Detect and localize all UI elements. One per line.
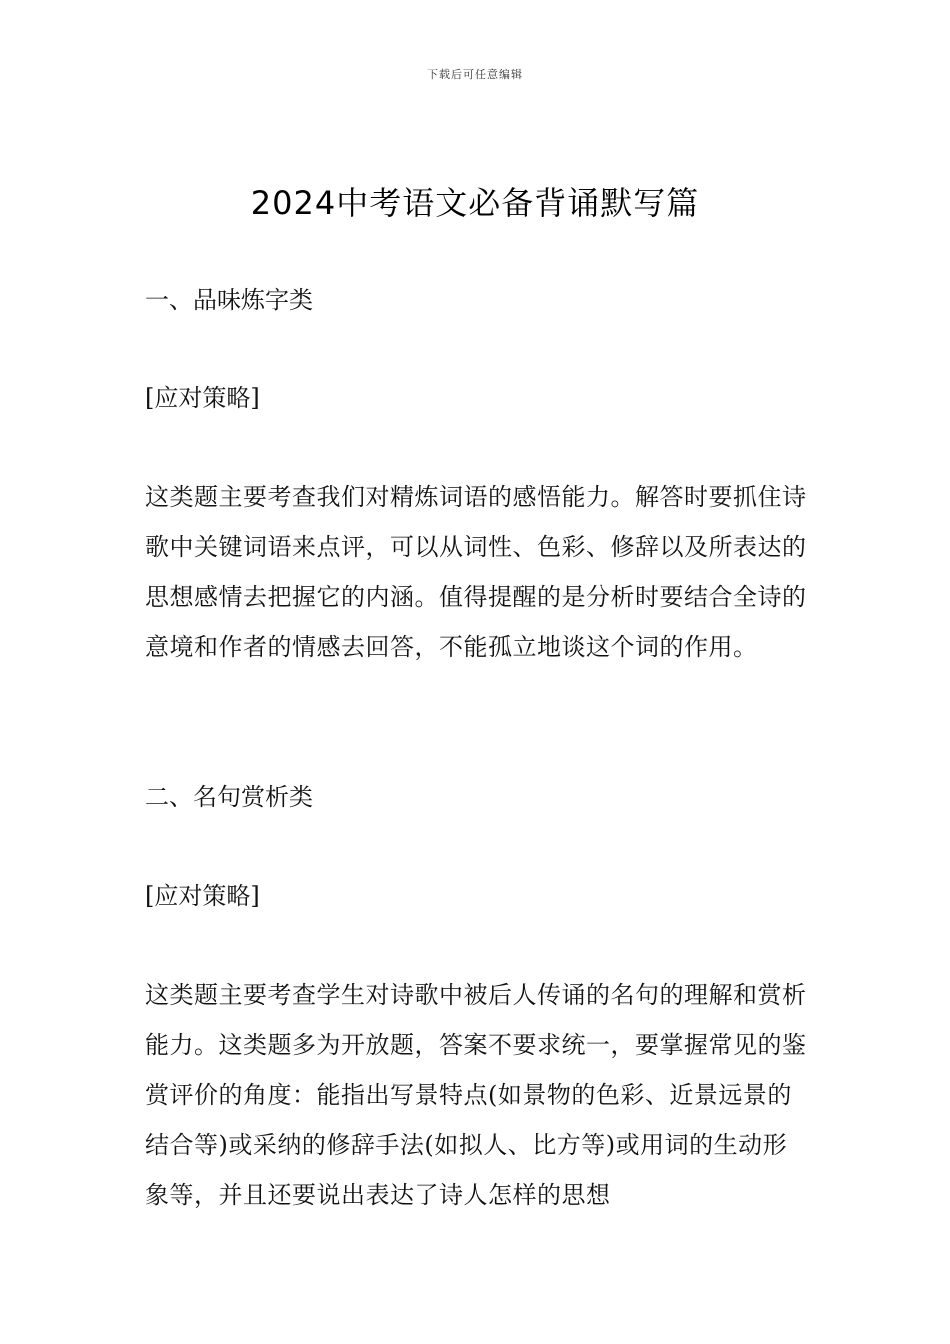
section-2-paragraph: 这类题主要考查学生对诗歌中被后人传诵的名句的理解和赏析能力。这类题多为开放题，答案不要求统一，要掌握常见的鉴赏评价的角度：能指出写景特点(如景物的色彩、近景远景的结合等)或采纳的修辞手法(如拟人、比方等)或用词的生动形象等，并且还要说出表达了诗人怎样的思想 (145, 981, 807, 1209)
section-1-heading: 一、品味炼字类 (145, 286, 313, 314)
section-2-strategy-label: [应对策略] (145, 882, 260, 910)
section-2-heading: 二、名句赏析类 (145, 783, 313, 811)
section-1-strategy-label: [应对策略] (145, 384, 260, 412)
section-1-paragraph: 这类题主要考查我们对精炼词语的感悟能力。解答时要抓住诗歌中关键词语来点评，可以从词性、色彩、修辞以及所表达的思想感情去把握它的内涵。值得提醒的是分析时要结合全诗的意境和作者的情感去回答，不能孤立地谈这个词的作用。 (145, 483, 807, 661)
header-note: 下载后可任意编辑 (427, 68, 523, 81)
document-title: 2024中考语文必备背诵默写篇 (250, 184, 700, 222)
